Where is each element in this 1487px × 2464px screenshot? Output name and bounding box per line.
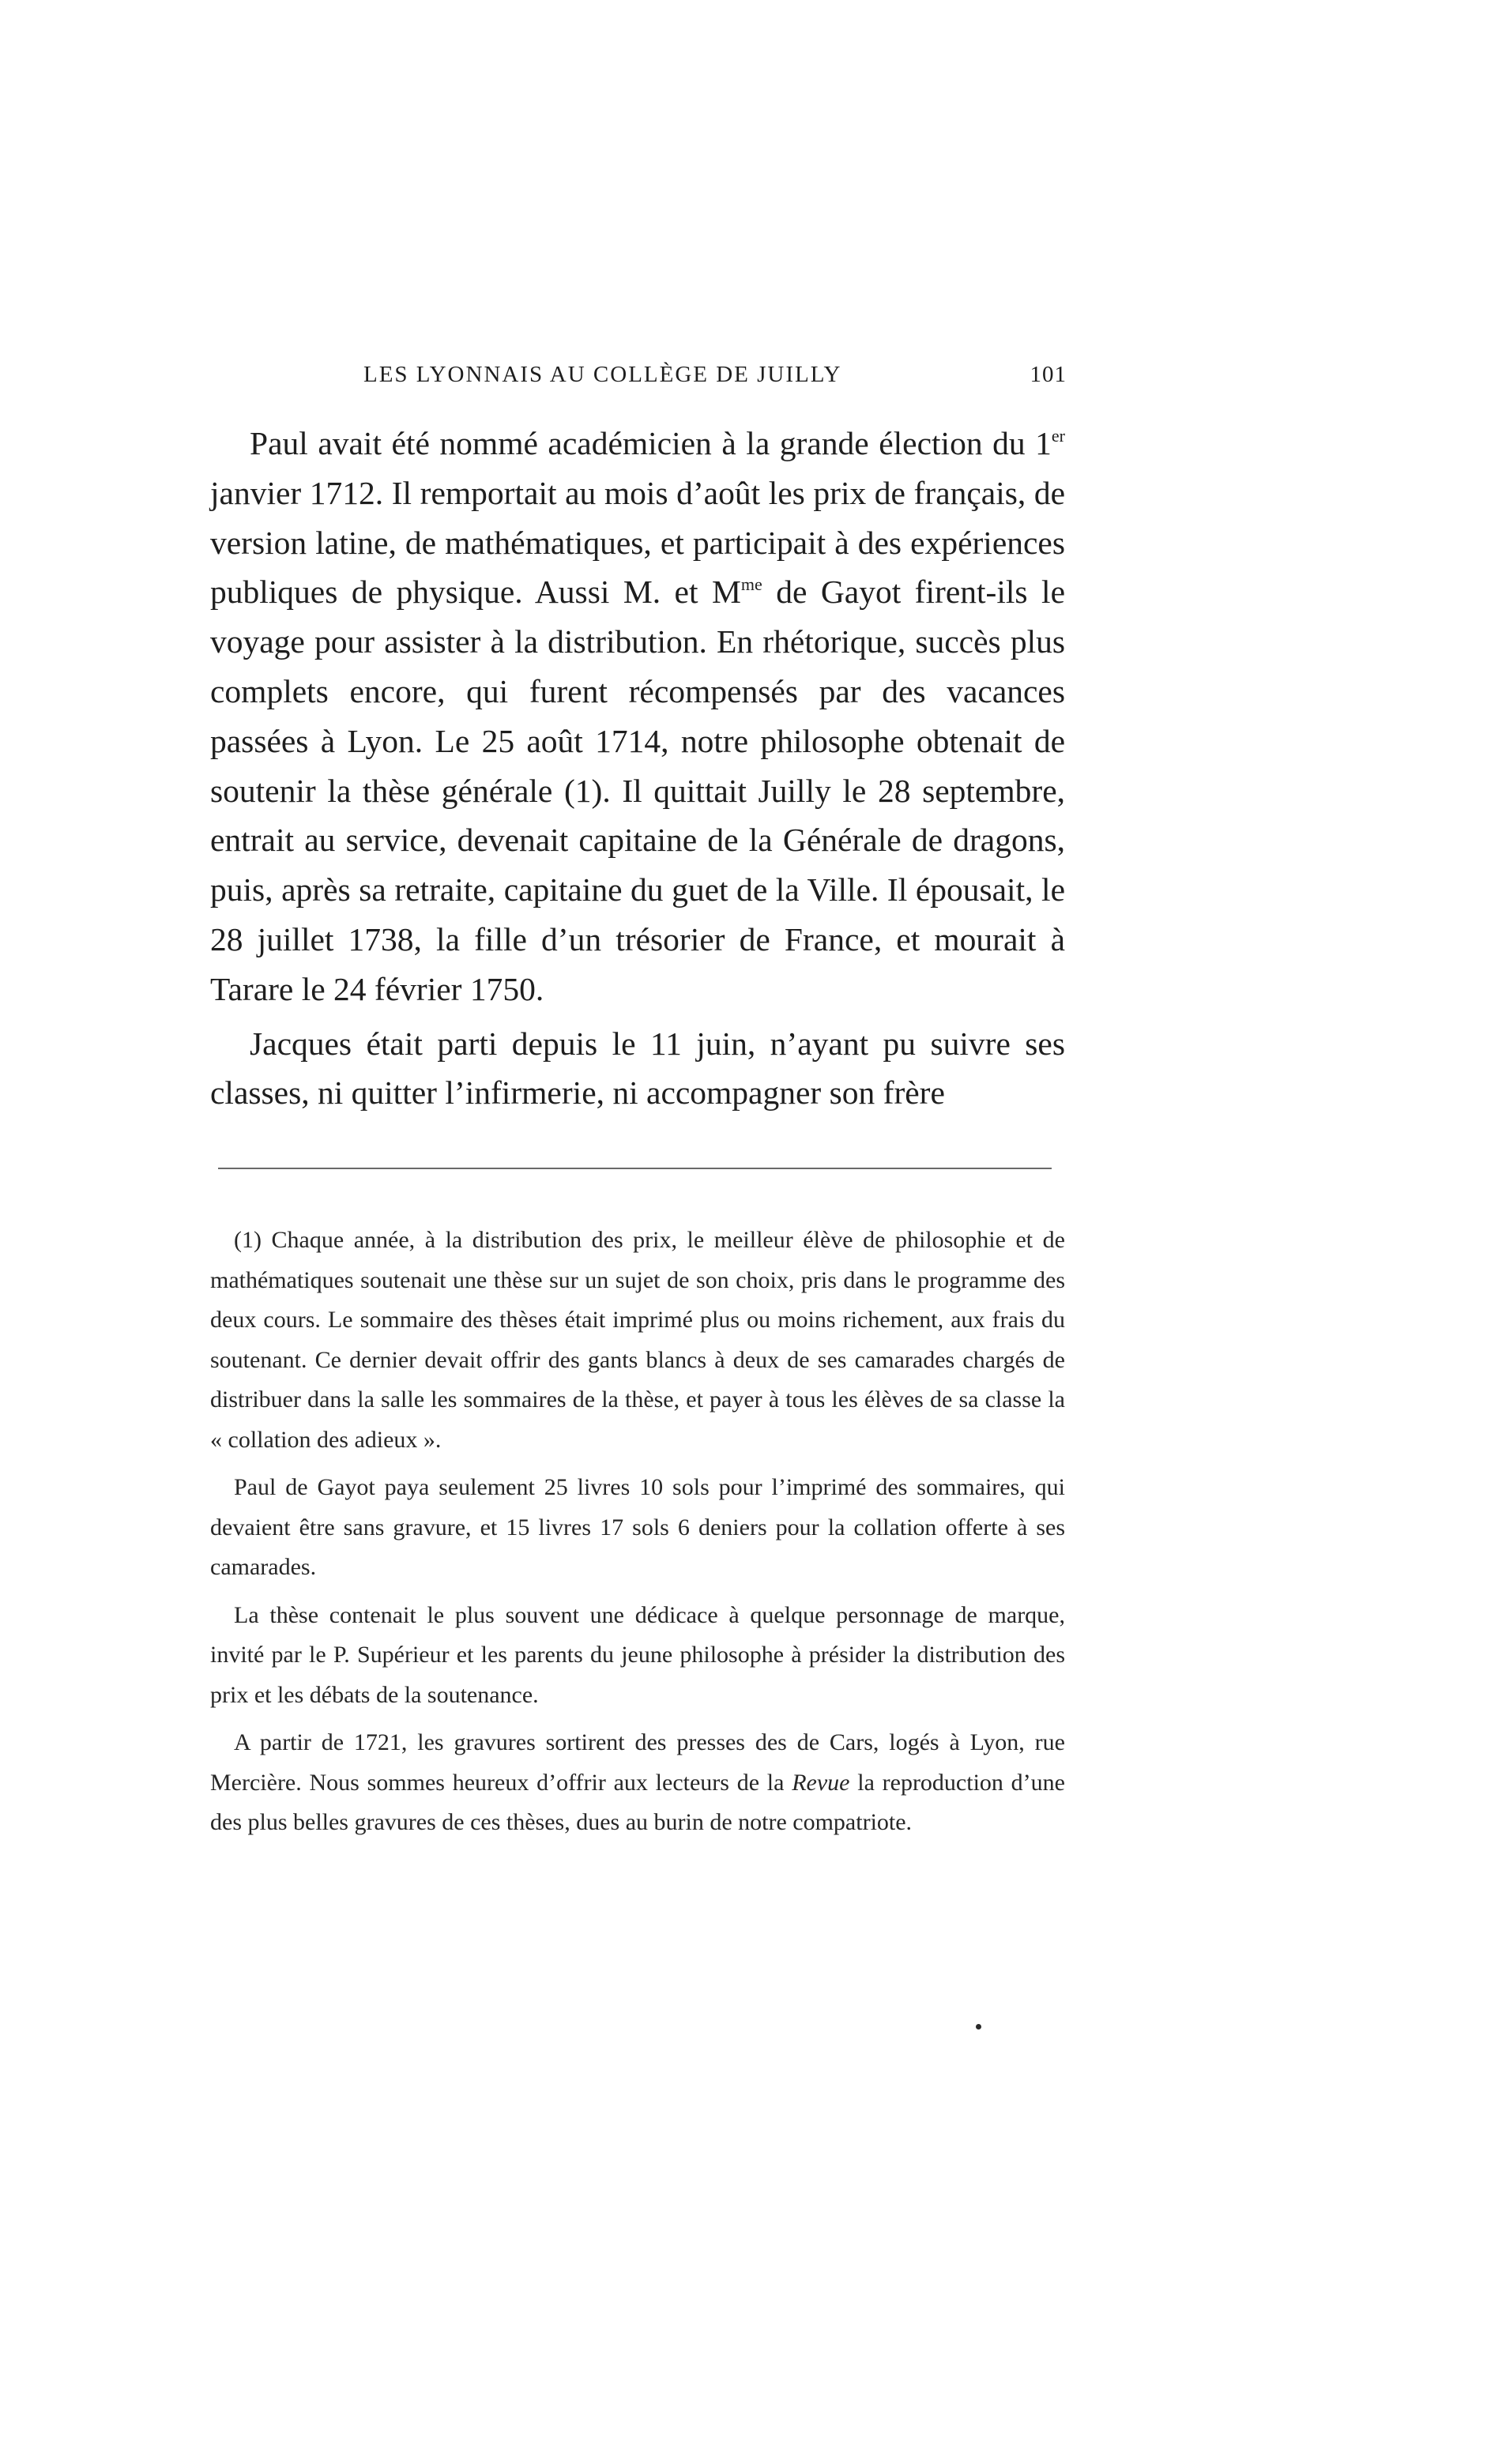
footnote-paragraph: (1) Chaque année, à la distribution des prix, le meilleur élève de philosophie et de mathématiques soutenait une thèse sur un sujet de son choix, pris dans le programme des deux cours. Le sommaire des thèses était imprimé plus ou moins richement, aux frais du soutenant. Ce dernier devait offrir des gants blancs à deux de ses camarades chargés de distribuer dans la salle les sommaires de la thèse, et payer à tous les élèves de sa classe la « collation des adieux ». xyxy=(210,1227,1065,1453)
footnotes xyxy=(210,1221,1065,1843)
footnote-paragraph xyxy=(210,1723,1065,1843)
paragraph-text: janvier 1712. Il remportait au mois d’août les prix de français, de version latine, de mathématiques, et participait à des expériences publiques de physique. Aussi M. et M xyxy=(210,474,1065,611)
running-head xyxy=(363,362,1067,393)
footnote-separator xyxy=(218,1168,1052,1169)
footnote-text: A partir de 1721, les gravures sortirent des presses des de Cars, logés à Lyon, rue Mercière. Nous sommes heureux d’offrir aux lecteurs de la xyxy=(210,1729,1065,1796)
paragraph-text: Paul avait été nommé académicien à la grande élection du 1 xyxy=(250,425,1052,461)
ink-speck xyxy=(976,2024,981,2030)
italic-title: Revue xyxy=(792,1769,850,1796)
main-text xyxy=(210,419,1065,1118)
footnote-paragraph: Paul de Gayot paya seulement 25 livres 10 sols pour l’imprimé des sommaires, qui devaient être sans gravure, et 15 livres 17 sols 6 deniers pour la collation offerte à ses camarades. xyxy=(210,1474,1065,1580)
page-number: 101 xyxy=(1030,362,1067,387)
running-head-title: LES LYONNAIS AU COLLÈGE DE JUILLY xyxy=(363,362,842,387)
footnote-text: la reproduction d’une des plus belles gravures de ces thèses, dues au burin de notre compatriote. xyxy=(210,1769,1065,1835)
footnote-paragraph: La thèse contenait le plus souvent une dédicace à quelque personnage de marque, invité par le P. Supérieur et les parents du jeune philosophe à présider la distribution des prix et les débats de la soutenance. xyxy=(210,1601,1065,1708)
paragraph: Jacques était parti depuis le 11 juin, n’ayant pu suivre ses classes, ni quitter l’infirmerie, ni accompagner son frère xyxy=(210,1025,1065,1112)
paragraph xyxy=(210,419,1065,1014)
superscript: er xyxy=(1051,426,1065,446)
superscript: me xyxy=(740,574,762,595)
paragraph-text: de Gayot firent-ils le voyage pour assister à la distribution. En rhétorique, succès plus complets encore, qui furent récompensés par des vacances passées à Lyon. Le 25 août 1714, notre philosophe obtenait de soutenir la thèse générale (1). Il quittait Juilly le 28 septembre, entrait au service, devenait capitaine de la Générale de dragons, puis, après sa retraite, capitaine du guet de la Ville. Il épousait, le 28 juillet 1738, la fille d’un trésorier de France, et mourait à Tarare le 24 février 1750. xyxy=(210,574,1065,1007)
